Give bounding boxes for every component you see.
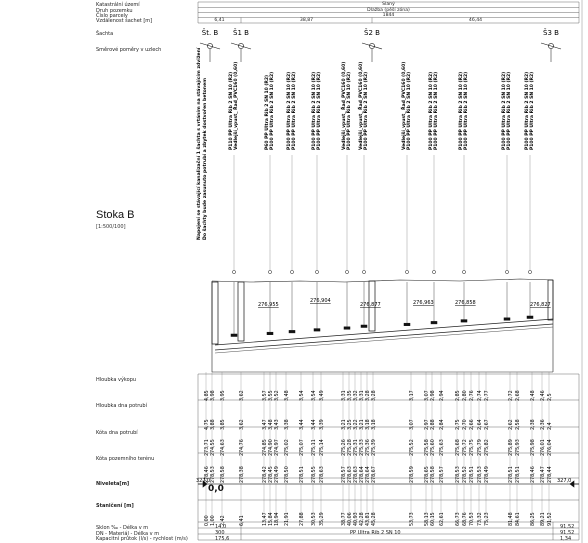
table-value: 278,51 [516, 466, 521, 483]
header-label-vzdalenost: Vzdálenost šachet [m] [96, 18, 153, 24]
connection-label: P100 PP Ultra Rib 2 SN 10 (R2) [459, 71, 464, 150]
table-value: 278,65 [425, 466, 430, 483]
table-value: 81,48 [509, 512, 514, 526]
katastr-value: Slaný [382, 2, 395, 7]
connection-label: P100 PP Ultra Rib 2 SN 10 (R2) [317, 71, 322, 150]
table-value: 3,44 [312, 419, 317, 430]
connection-pin [462, 270, 465, 273]
table-value: 3,48 [269, 419, 274, 430]
table-value: 275,68 [456, 439, 461, 456]
table-value: 278,51 [470, 466, 475, 483]
table-value: 278,58 [431, 466, 436, 483]
table-value: 3,31 [342, 390, 347, 401]
table-value: 2,84 [440, 419, 445, 430]
table-value: 278,58 [221, 466, 226, 483]
footer-label-sklon: Sklon ‰ - Délka v m [96, 525, 149, 531]
table-value: 278,38 [240, 466, 245, 483]
table-value: 275,93 [516, 439, 521, 456]
connection-label: P100 PP Ultra Rib 2 SN 10 (R2) [292, 71, 297, 150]
connection-label: P100 PP Ultra Rib 2 SN 10 (R2) [312, 71, 317, 150]
table-value: 35,29 [320, 512, 325, 526]
table-value: 275,39 [372, 439, 377, 456]
table-value: 278,64 [366, 466, 371, 483]
table-value: 3,35 [348, 390, 353, 401]
connection-label: Vedlejší_vpust_ Řad_PVC160 (0,60) [402, 61, 407, 150]
header-label-smerove: Směrové poměry v uzlech [96, 47, 162, 53]
table-value: 86,25 [531, 512, 536, 526]
table-value: 274,97 [275, 439, 280, 456]
connection-label: P100 PP Ultra Rib 2 SN 10 (R2) [507, 71, 512, 150]
table-value: 3,55 [269, 390, 274, 401]
connection-label: P100 PP Ultra Rib 2 SN 10 (R2) [347, 71, 352, 150]
table-value: 2,46 [541, 390, 546, 401]
shaft-direction-line [200, 43, 220, 49]
footer-material: PP Ultra Rib 2 SN 10 [350, 530, 401, 536]
connection-label: P100 PP Ultra Rib 2 SN 10 (R2) [530, 71, 535, 150]
connection-pin [362, 270, 365, 273]
profile-elevation: 276,877 [360, 302, 381, 308]
reference-left: 327,0 [196, 478, 211, 484]
profile-elevation: 276,827 [530, 302, 551, 308]
connection-pin [432, 270, 435, 273]
table-value: 278,55 [312, 466, 317, 483]
shaft-direction-line [362, 43, 382, 49]
table-value: 275,60 [431, 439, 436, 456]
table-value: 2,38 [531, 419, 536, 430]
connection-label: P100 PP Ultra Rib 2 SN 10 (R2) [429, 71, 434, 150]
druh-value: Dlažba (pěší zóna) [367, 8, 410, 13]
row-label-hloubka-dna: Hloubka dna potrubí [96, 403, 147, 409]
table-value: 3,21 [342, 419, 347, 430]
table-value: 275,63 [440, 439, 445, 456]
connection-label: P60 PP Ultra Rib 2 SN 10 (R2) [265, 74, 270, 150]
table-value: 66,73 [456, 512, 461, 526]
shaft-label: Š3 B [543, 29, 559, 37]
footer-label-kapacita: Kapacitní průtok (l/s) - rychlost (m/s) [96, 536, 188, 542]
connection-pin [315, 270, 318, 273]
table-value: 70,53 [470, 512, 475, 526]
row-label-kota-dna: Kóta dna potrubí [96, 430, 138, 436]
connection-pin [505, 270, 508, 273]
table-value: 3,07 [425, 390, 430, 401]
table-value: 275,98 [531, 439, 536, 456]
drawing-scale: [1:500/100] [96, 224, 126, 230]
table-value: 2,75 [456, 419, 461, 430]
table-value: 3,47 [263, 419, 268, 430]
table-value: 275,28 [348, 439, 353, 456]
table-value: 68,76 [463, 512, 468, 526]
connection-pin [268, 270, 271, 273]
table-value: 60,15 [431, 512, 436, 526]
table-value: 1,00 [211, 515, 216, 526]
table-value: 275,26 [342, 439, 347, 456]
table-value: 3,48 [285, 390, 290, 401]
header-label-druh: Druh pozemku [96, 8, 133, 14]
table-value: 2,88 [431, 419, 436, 430]
table-value: 58,13 [425, 512, 430, 526]
table-value: 276,04 [548, 439, 553, 456]
table-value: 278,49 [485, 466, 490, 483]
table-value: 3,98 [211, 390, 216, 401]
table-value: 276,01 [541, 439, 546, 456]
table-value: 275,89 [509, 439, 514, 456]
table-value: 278,57 [440, 466, 445, 483]
header-label-sachta: Šachta [96, 31, 114, 37]
connection-label: P100 PP Ultra Rib 2 SN 10 (R2) [364, 71, 369, 150]
table-value: 2,74 [478, 390, 483, 401]
table-value: 30,53 [312, 512, 317, 526]
footer-kapacita-end: 1,34 [560, 536, 572, 542]
table-value: 42,28 [360, 512, 365, 526]
table-value: 3,44 [300, 419, 305, 430]
profile-elevation: 276,963 [413, 300, 434, 306]
shaft-label: Š1 B [233, 29, 249, 37]
table-value: 278,63 [320, 466, 325, 483]
table-value: 40,06 [348, 512, 353, 526]
row-label-staniceni: Staničení [m] [96, 503, 134, 509]
connection-label: P110 PP Ultra Rib 2 SN 10 (R2) [229, 71, 234, 150]
table-value: 278,57 [342, 466, 347, 483]
table-value: 62,61 [440, 512, 445, 526]
connection-label: Vedlejší_vpust_ Řad_PVC160 (0,60) [342, 61, 347, 150]
footer-sklon-end: 91,52 [560, 524, 575, 530]
table-value: 2,36 [541, 419, 546, 430]
table-value: 3,28 [366, 390, 371, 401]
table-value: 43,81 [366, 512, 371, 526]
footer-dn-end: 91,52 [560, 530, 575, 536]
table-value: 278,64 [360, 466, 365, 483]
table-value: 2,80 [463, 390, 468, 401]
table-value: 3,88 [211, 419, 216, 430]
table-value: 278,45 [269, 466, 274, 483]
table-value: 278,53 [211, 466, 216, 483]
distance-1: 6,41 [214, 18, 225, 23]
table-value: 275,14 [320, 439, 325, 456]
note-text: Do šachty bude zasunuto potrubí a zbytek dostvořen betonem [203, 78, 208, 240]
table-value: 275,52 [410, 439, 415, 456]
footer-sklon: 14,0 [215, 524, 227, 530]
connection-label: P100 PP Ultra Rib 2 SN 10 (R2) [287, 71, 292, 150]
connection-label: Vedlejší_vpust_ Řad_PVC160 (0,60) [234, 61, 239, 150]
table-value: 3,17 [410, 390, 415, 401]
table-value: 0,00 [205, 515, 210, 526]
table-value: 3,22 [354, 419, 359, 430]
connection-label: P100 PP Ultra Rib 2 SN 10 (R2) [464, 71, 469, 150]
row-label-niveleta: Niveleta[m] [96, 481, 130, 487]
table-value: 2,48 [531, 390, 536, 401]
table-value: 27,88 [300, 512, 305, 526]
table-value: 2,76 [470, 390, 475, 401]
profile-elevation: 276,955 [258, 302, 279, 308]
footer-kapacita: 175,6 [215, 536, 230, 542]
table-value: 40,93 [354, 512, 359, 526]
table-value: 3,43 [275, 419, 280, 430]
table-value: 84,61 [516, 512, 521, 526]
table-value: 278,47 [541, 466, 546, 483]
connection-label: P100 PP Ultra Rib 2 SN 10 (R2) [270, 71, 275, 150]
table-value: 278,53 [478, 466, 483, 483]
connection-pin [345, 270, 348, 273]
profile-elevation: 276,858 [455, 300, 476, 306]
shaft-label: Št. B [201, 29, 219, 37]
table-value: 275,07 [300, 439, 305, 456]
table-value: 274,76 [240, 439, 245, 456]
table-value: 4,75 [205, 419, 210, 430]
table-value: 278,46 [205, 466, 210, 483]
table-value: 274,55 [211, 439, 216, 456]
table-value: 2,72 [509, 390, 514, 401]
table-value: 274,63 [221, 439, 226, 456]
connection-label: P100 PP Ultra Rib 2 SN 10 (R2) [502, 71, 507, 150]
table-value: 278,63 [348, 466, 353, 483]
reference-right: 327,0 [557, 478, 572, 484]
connection-label: Vedlejší_vpust_ Řad_PVC160 (0,60) [359, 61, 364, 150]
table-value: 274,90 [269, 439, 274, 456]
table-value: 3,52 [275, 390, 280, 401]
table-value: 3,95 [221, 390, 226, 401]
table-value: 3,39 [320, 419, 325, 430]
shaft-direction-line [231, 43, 251, 49]
table-value: 3,18 [366, 419, 371, 430]
table-value: 3,54 [312, 390, 317, 401]
table-value: 275,31 [354, 439, 359, 456]
page-title: Stoka B [96, 209, 135, 221]
table-value: 21,91 [285, 512, 290, 526]
row-label-hloubka-vykopu: Hloubka výkopu [96, 377, 137, 383]
table-value: 3,62 [240, 390, 245, 401]
profile-elevation: 276,904 [310, 298, 331, 304]
table-value: 3,57 [263, 390, 268, 401]
table-value: 2,67 [485, 419, 490, 430]
table-value: 3,38 [285, 419, 290, 430]
table-value: 45,28 [372, 512, 377, 526]
table-value: 89,21 [541, 512, 546, 526]
connection-pin [528, 270, 531, 273]
parcela-value: 1844 [382, 13, 395, 18]
table-value: 3,54 [300, 390, 305, 401]
table-value: 3,28 [372, 390, 377, 401]
distance-3: 46,44 [468, 18, 483, 23]
table-value: 278,46 [531, 466, 536, 483]
table-value: 278,42 [263, 466, 268, 483]
header-label-katastr: Katastrální území [96, 2, 140, 8]
table-value: 3,49 [320, 390, 325, 401]
table-value: 2,5 [548, 393, 553, 401]
table-value: 3,07 [410, 419, 415, 430]
table-value: 275,72 [463, 439, 468, 456]
table-value: 53,73 [410, 512, 415, 526]
connection-label: P100 PP Ultra Rib 2 SN 10 (R2) [434, 71, 439, 150]
table-value: 13,47 [263, 512, 268, 526]
table-value: 18,94 [275, 512, 280, 526]
table-value: 3,21 [360, 419, 365, 430]
table-value: 3,85 [221, 419, 226, 430]
table-value: 278,51 [509, 466, 514, 483]
table-value: 91,52 [548, 512, 553, 526]
table-value: 275,82 [485, 439, 490, 456]
distance-2: 38,87 [299, 18, 314, 23]
table-value: 275,36 [366, 439, 371, 456]
table-value: 2,97 [425, 419, 430, 430]
table-value: 15,84 [269, 512, 274, 526]
table-value: 2,68 [516, 390, 521, 401]
table-value: 278,53 [456, 466, 461, 483]
table-value: 278,59 [410, 466, 415, 483]
footer-dn: 300 [215, 530, 225, 536]
table-value: 2,4 [548, 422, 553, 430]
shaft-label: Š2 B [364, 29, 380, 37]
table-value: 6,41 [240, 515, 245, 526]
table-value: 3,18 [372, 419, 377, 430]
table-value: 2,94 [440, 390, 445, 401]
note-text: Napojení se stávající kanalizační 1 šachta s vrtáním na stávajícím zdvižení [197, 47, 202, 240]
connection-pin [290, 270, 293, 273]
table-value: 3,25 [348, 419, 353, 430]
connection-pin [405, 270, 408, 273]
shaft-direction-line [541, 43, 561, 49]
table-value: 2,77 [485, 390, 490, 401]
table-value: 73,32 [478, 512, 483, 526]
table-value: 275,02 [285, 439, 290, 456]
row-label-kota-terenu: Kóta pozemního terénu [96, 456, 155, 462]
table-value: 2,66 [470, 419, 475, 430]
table-value: 275,33 [360, 439, 365, 456]
table-value: 75,23 [485, 512, 490, 526]
table-value: 38,77 [342, 512, 347, 526]
connection-label: P100 PP Ultra Rib 2 SN 10 (R2) [525, 71, 530, 150]
table-value: 274,85 [263, 439, 268, 456]
table-value: 278,63 [354, 466, 359, 483]
table-value: 278,51 [300, 466, 305, 483]
connection-label: P100 PP Ultra Rib 2 SN 10 (R2) [407, 71, 412, 150]
table-value: 3,31 [360, 390, 365, 401]
table-value: 278,67 [372, 466, 377, 483]
table-value: 3,32 [354, 390, 359, 401]
table-value: 3,62 [240, 419, 245, 430]
table-value: 2,58 [516, 419, 521, 430]
table-value: 278,50 [285, 466, 290, 483]
footer-label-dn: DN - Materiál - Délka v m [96, 531, 160, 537]
table-value: 275,58 [425, 439, 430, 456]
connection-pin [232, 270, 235, 273]
table-value: 2,70 [463, 419, 468, 430]
table-value: 278,49 [275, 466, 280, 483]
table-value: 278,44 [548, 466, 553, 483]
table-value: 278,52 [463, 466, 468, 483]
table-value: 2,85 [456, 390, 461, 401]
table-value: 275,11 [312, 439, 317, 456]
table-value: 2,62 [509, 419, 514, 430]
header-label-parcela: Číslo parcely [96, 13, 128, 19]
origin-marker: 0,0 [208, 484, 224, 494]
table-value: 273,71 [205, 439, 210, 456]
table-value: 2,42 [221, 515, 226, 526]
table-value: 275,79 [478, 439, 483, 456]
table-value: 4,85 [205, 390, 210, 401]
table-value: 2,64 [478, 419, 483, 430]
table-value: 275,75 [470, 439, 475, 456]
table-value: 2,98 [431, 390, 436, 401]
